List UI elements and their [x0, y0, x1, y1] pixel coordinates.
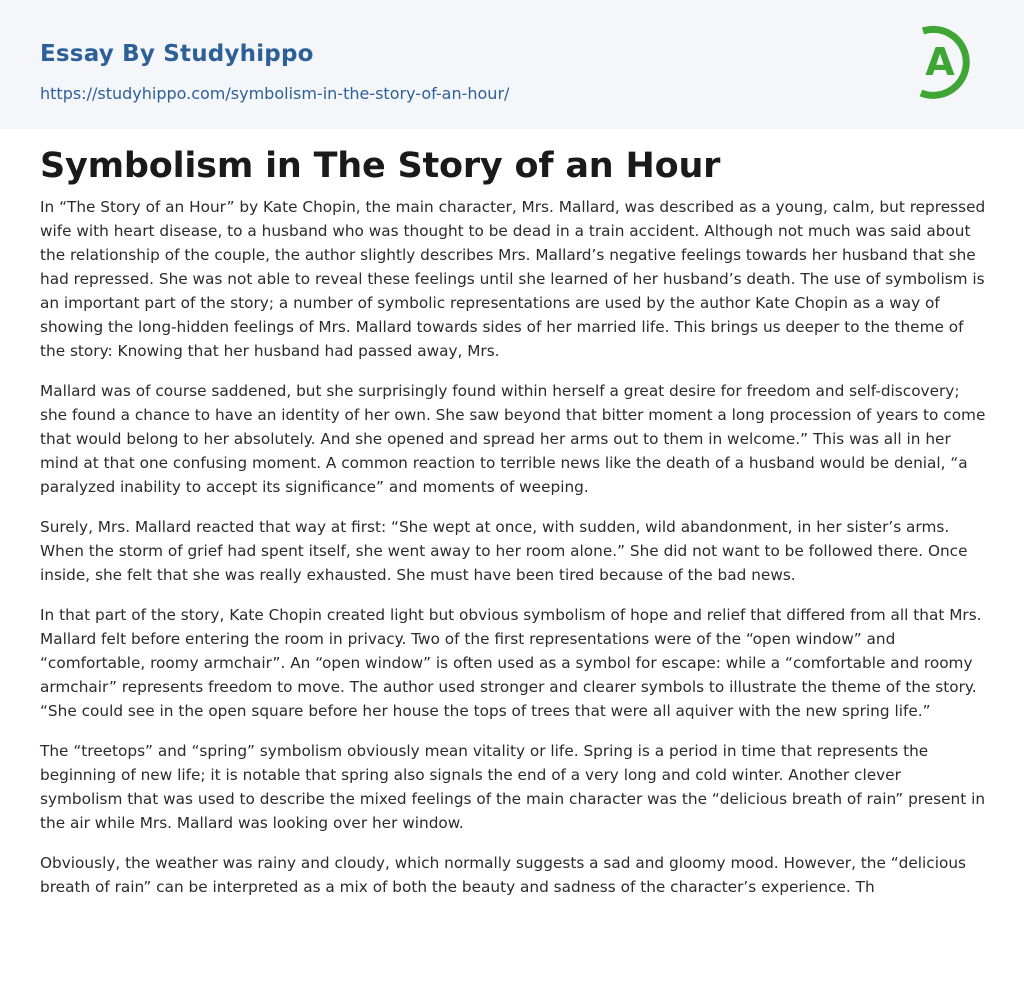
- brand-title[interactable]: Essay By Studyhippo: [40, 41, 314, 67]
- logo-letter: A: [925, 40, 955, 84]
- studyhippo-logo-icon[interactable]: [913, 19, 986, 105]
- essay-paragraph: Obviously, the weather was rainy and cloudy, which normally suggests a sad and gloomy mood. However, the “delicious breath of rain” can be interpreted as a mix of both the beauty and sadness of the character’s experience. Th: [40, 854, 966, 896]
- essay-paragraph: Surely, Mrs. Mallard reacted that way at first: “She wept at once, with sudden, wild abandonment, in her sister’s arms. When the storm of grief had spent itself, she went away to her room alone.” She did not want to be followed there. Once inside, she felt that she was really exhausted. She must have been tired because of the bad news.: [40, 518, 968, 584]
- essay-paragraph: In that part of the story, Kate Chopin created light but obvious symbolism of hope and relief that differed from all that Mrs. Mallard felt before entering the room in privacy. Two of the first representations were of the “open window” and “comfortable, roomy armchair”. An “open window” is often used as a symbol for escape: while a “comfortable and roomy armchair” represents freedom to move. The author used stronger and clearer symbols to illustrate the theme of the story. “She could see in the open square before her house the tops of trees that were all aquiver with the new spring life.”: [40, 606, 982, 720]
- essay-paragraph: Mallard was of course saddened, but she surprisingly found within herself a great desire for freedom and self-discovery; she found a chance to have an identity of her own. She saw beyond that bitter moment a long procession of years to come that would belong to her absolutely. And she opened and spread her arms out to them in welcome.” This was all in her mind at that one confusing moment. A common reaction to terrible news like the death of a husband would be denial, “a paralyzed inability to accept its significance” and moments of weeping.: [40, 382, 986, 496]
- site-header: [0, 0, 1024, 129]
- source-url-link[interactable]: https://studyhippo.com/symbolism-in-the-story-of-an-hour/: [40, 84, 510, 103]
- essay-paragraph: In “The Story of an Hour” by Kate Chopin, the main character, Mrs. Mallard, was described as a young, calm, but repressed wife with heart disease, to a husband who was thought to be dead in a train accident. Although not much was said about the relationship of the couple, the author slightly describes Mrs. Mallard’s negative feelings towards her husband that she had repressed. She was not able to reveal these feelings until she learned of her husband’s death. The use of symbolism is an important part of the story; a number of symbolic representations are used by the author Kate Chopin as a way of showing the long-hidden feelings of Mrs. Mallard towards sides of her married life. This brings us deeper to the theme of the story: Knowing that her husband had passed away, Mrs.: [40, 198, 986, 360]
- essay-paragraph: The “treetops” and “spring” symbolism obviously mean vitality or life. Spring is a period in time that represents the beginning of new life; it is notable that spring also signals the end of a very long and cold winter. Another clever symbolism that was used to describe the mixed feelings of the main character was the “delicious breath of rain” present in the air while Mrs. Mallard was looking over her window.: [40, 742, 986, 832]
- essay-title: Symbolism in The Story of an Hour: [40, 146, 721, 186]
- essay-body: [40, 195, 988, 915]
